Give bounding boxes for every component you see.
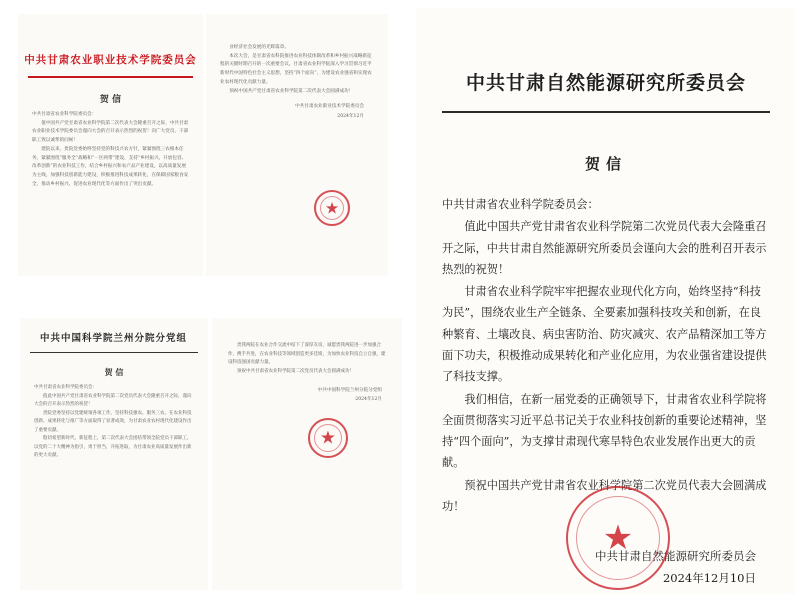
salutation: 中共甘肃省农业科学院委员会： — [32, 112, 97, 117]
official-seal-icon: ★ — [566, 486, 670, 590]
sign-date: 2024年12月 — [337, 113, 364, 119]
letter-body — [212, 318, 402, 376]
official-seal-icon: ★ — [308, 418, 348, 458]
paragraph: 值此中国共产党甘肃省农业科学院第二次党员代表大会隆重召开之际，谨向大会的召开表示热烈的祝贺！ — [34, 393, 192, 408]
signature-block — [212, 376, 402, 404]
letterhead-rule — [30, 352, 198, 353]
letter-body — [20, 378, 208, 461]
letter-page-gansu-agri-vocational-2 — [206, 14, 388, 276]
letter-body — [416, 174, 796, 517]
paragraph: 甘肃省农业科学院牢牢把握农业现代化方向，始终坚持“科技为民”，围绕农业生产全链条、全要素加强科技攻关和创新，在良种繁育、土壤改良、病虫害防治、防灾减灾、农产品精深加工等方面下功夫，积极推动成果转化和产业化应用，为农业强省建设提供了科技支撑。 — [442, 285, 767, 384]
paragraph: 本次大会，是甘肃省农科院推进农业科技体制改革和乡村振兴战略新征程的关键时期召开的一次重要会议。甘肃省农业科学院深入学习贯彻习近平新时代中国特色社会主义思想，坚持“四个面向”，为建设农业强省和实现农业农村现代化贡献力量。 — [220, 53, 372, 85]
sign-date: 2024年12月10日 — [662, 571, 756, 586]
letterhead-title: 中共甘肃自然能源研究所委员会 — [465, 72, 746, 94]
sign-organization: 中共甘肃自然能源研究所委员会 — [595, 549, 756, 564]
official-seal-icon: ★ — [314, 190, 350, 226]
salutation: 中共甘肃省农业科学院委员会： — [34, 385, 97, 390]
paragraph: 贵我两院在农业合作交流中结下了深厚友谊，诚愿贵我两院进一步加强合作，携手共进，在农业科技等领域创造更多佳绩，为加快农业科技自立自强，建设科技强国贡献力量。 — [228, 343, 386, 366]
letter-body — [206, 14, 388, 96]
paragraph: 建院以来，贵院党委始终坚持党的科技兴农方针，紧紧围绕三农根本任务，紧紧围绕“服务全”战略和“一区两带”建设，支持“乡村振兴、开放包容、改革创新”的农业科技工作，结合乡村振兴和农产品产业建设，以高质量发展为主线，加强科技创新能力建设，积极推进科技成果转化，在保障国家粮食安全、推动乡村振兴、促进农业现代化等方面作出了突出贡献。 — [32, 146, 189, 187]
letter-heading: 贺信 — [584, 155, 627, 173]
sign-organization: 中共甘肃农业职业技术学院委员会 — [295, 104, 364, 110]
sign-organization: 中共中国科学院兰州分院分党组 — [317, 388, 382, 394]
signature-block — [206, 96, 388, 120]
paragraph: 预祝中国共产党甘肃省农业科学院第二次党员代表大会圆满成功！ — [442, 478, 767, 513]
paragraph: 业经济社会发展的光辉篇章。 — [229, 45, 289, 50]
sign-date: 2024年12月 — [355, 397, 382, 403]
paragraph: 预祝中国共产党甘肃省农业科学院第二次代表大会圆满成功！ — [229, 88, 354, 94]
letter-page-cas-lanzhou-1 — [20, 318, 208, 590]
letter-heading: 贺 信 — [99, 95, 122, 105]
paragraph: 我们相信，在新一届党委的正确领导下，甘肃省农业科学院将全面贯彻落实习近平总书记关于农业科技创新的重要论述精神，坚持“四个面向”，为支撑甘肃现代寒旱特色农业发展作出更大的贡献。 — [442, 392, 767, 470]
letter-heading: 贺 信 — [104, 367, 124, 377]
letter-body — [18, 105, 203, 189]
salutation: 中共甘肃省农业科学院委员会： — [442, 198, 599, 211]
letter-page-cas-lanzhou-2 — [212, 318, 402, 590]
letterhead-rule — [442, 111, 770, 113]
letterhead-rule — [28, 76, 193, 78]
letterhead-title: 中共甘肃农业职业技术学院委员会 — [24, 54, 197, 66]
paragraph: 值此中国共产党甘肃省农业科学院第二次党员代表大会隆重召开之际，中共甘肃自然能源研究所委员会谨向大会的胜利召开表示热烈的祝贺！ — [442, 220, 767, 276]
letterhead-title: 中共中国科学院兰州分院分党组 — [40, 333, 188, 344]
letter-page-gansu-agri-vocational-1 — [18, 14, 203, 276]
paragraph: 值中国共产党甘肃省农业科学院第二次代表大会隆重召开之际，中共甘肃农业职业技术学院委员会谨向大会的召开表示热烈的祝贺！向广大党员、干部职工致以诚挚的问候！ — [32, 120, 189, 144]
paragraph: 贵院党委坚持以党建统领各项工作，坚持科技强农、服务三农，在农业科技创新、成果转化与推广等方面取得了显著成效，为甘肃农业农村现代化建设作出了重要贡献。 — [34, 410, 192, 433]
paragraph: 预祝中共甘肃省农业科学院第二次党员代表大会圆满成功！ — [237, 368, 354, 374]
letter-natural-energy-institute — [416, 8, 796, 594]
paragraph: 殷切希望新时代，新征程上，第二次代表大会团结带领全院党员干部职工，以党的二十大精神为指引，勇于担当，开拓进取，为甘肃农业高质量发展作出新的更大贡献。 — [34, 436, 192, 459]
